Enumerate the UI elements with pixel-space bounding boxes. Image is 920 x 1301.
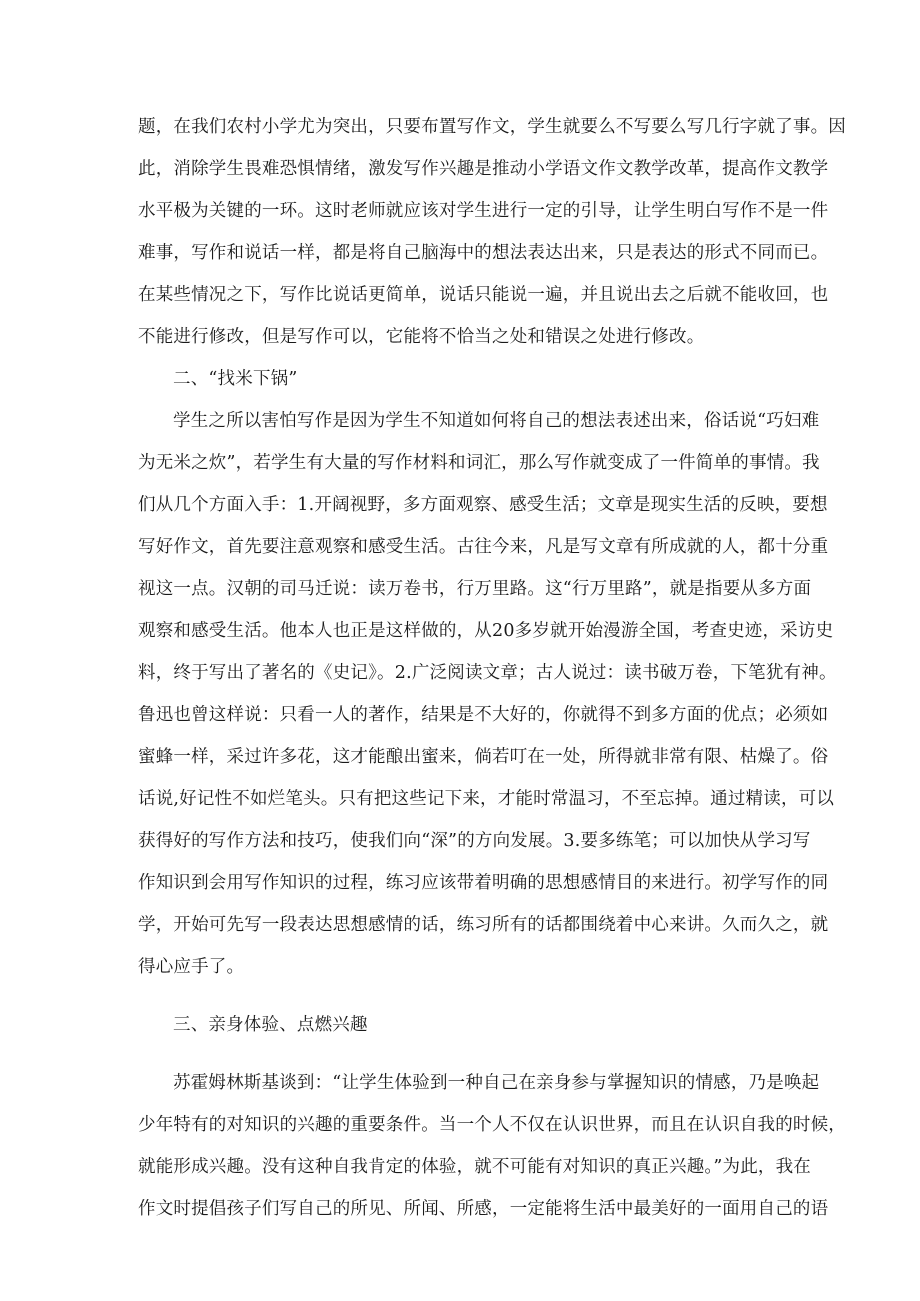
paragraph-line: 们从几个方面入手：1.开阔视野，多方面观察、感受生活；文章是现实生活的反映，要想 xyxy=(138,495,828,515)
paragraph-line: 就能形成兴趣。没有这种自我肯定的体验，就不可能有对知识的真正兴趣。”为此，我在 xyxy=(138,1157,811,1177)
paragraph-line: 为无米之炊”，若学生有大量的写作材料和词汇，那么写作就变成了一件简单的事情。我 xyxy=(138,453,820,473)
paragraph-line: 苏霍姆林斯基谈到：“让学生体验到一种自己在亲身参与掌握知识的情感，乃是唤起 xyxy=(173,1073,820,1093)
paragraph-line: 学，开始可先写一段表达思想感情的话，练习所有的话都围绕着中心来讲。久而久之，就 xyxy=(138,915,829,935)
paragraph-line: 少年特有的对知识的兴趣的重要条件。当一个人不仅在认识世界，而且在认识自我的时候， xyxy=(138,1115,846,1135)
paragraph-line: 水平极为关键的一环。这时老师就应该对学生进行一定的引导，让学生明白写作不是一件 xyxy=(138,201,829,221)
paragraph-line: 鲁迅也曾这样说：只看一人的著作，结果是不大好的，你就得不到多方面的优点；必须如 xyxy=(138,705,829,725)
paragraph-line: 作知识到会用写作知识的过程，练习应该带着明确的思想感情目的来进行。初学写作的同 xyxy=(138,873,829,893)
paragraph-line: 得心应手了。 xyxy=(138,957,245,977)
paragraph-line: 题，在我们农村小学尤为突出，只要布置写作文，学生就要么不写要么写几行字就了事。因 xyxy=(138,117,846,137)
paragraph-line: 料，终于写出了著名的《史记》。2.广泛阅读文章；古人说过：读书破万卷，下笔犹有神。 xyxy=(138,663,837,683)
paragraph-line: 此，消除学生畏难恐惧情绪，激发写作兴趣是推动小学语文作文教学改革，提高作文教学 xyxy=(138,159,829,179)
paragraph-line: 获得好的写作方法和技巧，使我们向“深”的方向发展。3.要多练笔；可以加快从学习写 xyxy=(138,831,811,851)
paragraph-line: 视这一点。汉朝的司马迁说：读万卷书，行万里路。这“行万里路”，就是指要从多方面 xyxy=(138,579,812,599)
section-heading: 二、“找米下锅” xyxy=(173,369,298,389)
paragraph-line: 话说,好记性不如烂笔头。只有把这些记下来，才能时常温习，不至忘掉。通过精读，可以 xyxy=(138,789,835,809)
paragraph-line: 在某些情况之下，写作比说话更简单，说话只能说一遍，并且说出去之后就不能收回，也 xyxy=(138,285,829,305)
section-heading: 三、亲身体验、点燃兴趣 xyxy=(173,1015,368,1035)
paragraph-line: 写好作文，首先要注意观察和感受生活。古往今来，凡是写文章有所成就的人，都十分重 xyxy=(138,537,829,557)
paragraph-line: 观察和感受生活。他本人也正是这样做的，从20多岁就开始漫游全国，考查史迹，采访史 xyxy=(138,621,834,641)
paragraph-line: 不能进行修改，但是写作可以，它能将不恰当之处和错误之处进行修改。 xyxy=(138,327,705,347)
paragraph-line: 学生之所以害怕写作是因为学生不知道如何将自己的想法表述出来，俗话说“巧妇难 xyxy=(173,411,820,431)
paragraph-line: 作文时提倡孩子们写自己的所见、所闻、所感，一定能将生活中最美好的一面用自己的语 xyxy=(138,1199,829,1219)
paragraph-line: 蜜蜂一样，采过许多花，这才能酿出蜜来，倘若叮在一处，所得就非常有限、枯燥了。俗 xyxy=(138,747,829,767)
paragraph-line: 难事，写作和说话一样，都是将自己脑海中的想法表达出来，只是表达的形式不同而已。 xyxy=(138,243,829,263)
